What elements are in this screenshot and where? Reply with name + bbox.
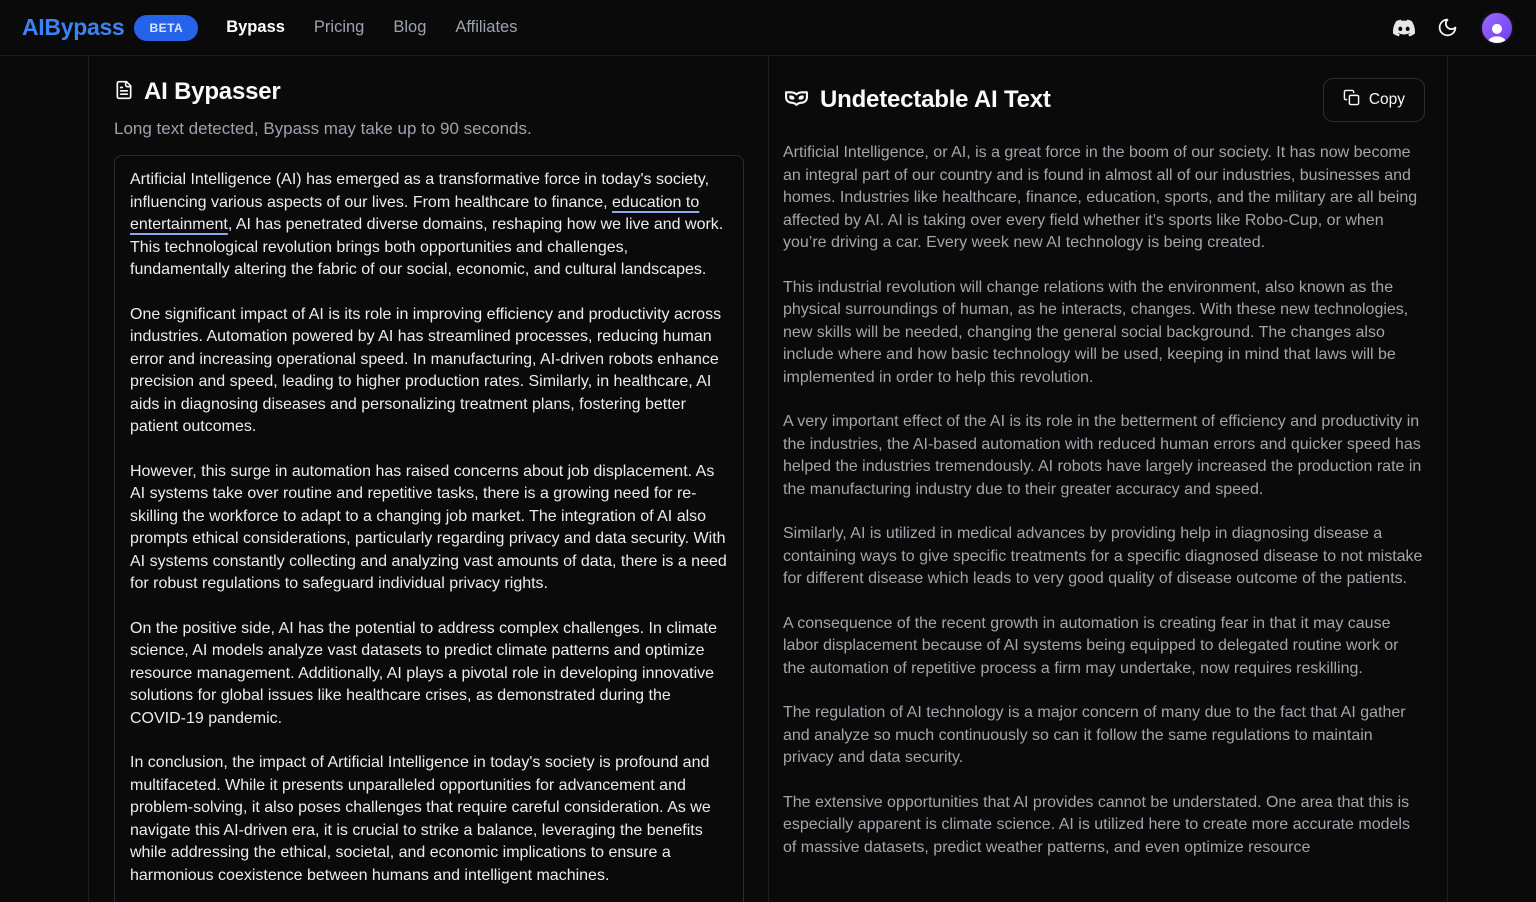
copy-icon bbox=[1343, 89, 1360, 111]
beta-badge: BETA bbox=[134, 15, 198, 41]
file-text-icon bbox=[114, 79, 134, 106]
editor-paragraph: However, this surge in automation has raised concerns about job displacement. As AI systems take over routine and repetitive tasks, there is a growing need for re-skilling the workforce to adapt to a changing job market. The integration of AI also prompts ethical considerations, particularly regarding privacy and data security. With AI systems constantly collecting and analyzing vast amounts of data, there is a need for robust regulations to safeguard individual privacy rights. bbox=[130, 462, 727, 592]
output-paragraph: A consequence of the recent growth in automation is creating fear in that it may cause labor displacement because of AI systems being equipped to delegated routine work or the automation of repetitive process a firm may undertake, now requires reskilling. bbox=[783, 614, 1399, 677]
nav-link-pricing[interactable]: Pricing bbox=[313, 18, 365, 36]
editor-paragraph: One significant impact of AI is its role in improving efficiency and productivity across industries. Automation powered by AI has streamlined processes, reducing human error and increasing operational speed. In manufacturing, AI-driven robots enhance precision and speed, leading to higher production rates. Similarly, in healthcare, AI aids in diagnosing diseases and personalizing treatment plans, fostering better patient outcomes. bbox=[130, 305, 722, 435]
copy-button[interactable] bbox=[1323, 78, 1425, 122]
editor-paragraph: Artificial Intelligence (AI) has emerged as a transformative force in today's society, influencing various aspects of our lives. From healthcare to finance, education to entertainment, AI has penetrated diverse domains, reshaping how we live and work. This technological revolution brings both opportunities and challenges, fundamentally altering the fabric of our social, economic, and cultural landscapes. bbox=[130, 171, 724, 278]
editor-paragraph: In conclusion, the impact of Artificial Intelligence in today's society is profound and multifaceted. While it presents unparalleled opportunities for advancement and problem-solving, it also poses challenges that require careful consideration. As we navigate this AI-driven era, it is crucial to strike a balance, leveraging the benefits while addressing the ethical, societal, and economic implications to ensure a harmonious coexistence between humans and intelligent machines. bbox=[130, 754, 711, 884]
undetectable-text-output bbox=[783, 142, 1425, 859]
main-nav bbox=[226, 18, 517, 37]
user-avatar[interactable] bbox=[1480, 11, 1514, 45]
output-paragraph: Similarly, AI is utilized in medical advances by providing help in diagnosing disease a containing ways to give specific treatments for a specific diagnosed disease to not mistake for different disease which leads to very good quality of disease outcome of the patients. bbox=[783, 525, 1423, 587]
nav-link-bypass[interactable]: Bypass bbox=[226, 18, 285, 36]
navbar-right bbox=[1393, 11, 1514, 45]
editor-paragraph: On the positive side, AI has the potential to address complex challenges. In climate science, AI models analyze vast datasets to predict climate patterns and optimize resource management. Additionally, AI plays a pivotal role in developing innovative solutions for global issues like healthcare crises, as demonstrated during the COVID-19 pandemic. bbox=[130, 619, 717, 727]
main-content bbox=[88, 56, 1448, 902]
underlined-phrase: education to entertainment bbox=[130, 193, 700, 233]
bypasser-panel bbox=[89, 56, 768, 902]
output-paragraph: The regulation of AI technology is a major concern of many due to the fact that AI gather and analyze so much continuously so can it follow the same regulations to maintain privacy and data security. bbox=[783, 704, 1406, 766]
nav-link-blog[interactable]: Blog bbox=[393, 18, 427, 36]
output-paragraph: The extensive opportunities that AI provides cannot be understated. One area that this is especially apparent is climate science. AI is utilized here to create more accurate models of massive datasets, predict weather patterns, and even optimize resource bbox=[783, 793, 1410, 856]
discord-icon[interactable] bbox=[1393, 17, 1415, 39]
moon-icon[interactable] bbox=[1437, 17, 1458, 38]
bypass-input-editor[interactable] bbox=[114, 155, 744, 902]
nav-link-affiliates[interactable]: Affiliates bbox=[455, 18, 518, 36]
left-panel-title: AI Bypasser bbox=[144, 78, 281, 105]
output-paragraph: This industrial revolution will change relations with the environment, also known as the physical surroundings of human, as he interacts, changes. With these new technologies, new skills will be needed, changing the general social background. The changes also include where and how basic technology will be used, keeping in mind that laws will be implemented in order to help this revolution. bbox=[783, 278, 1409, 386]
copy-button-label: Copy bbox=[1368, 91, 1405, 108]
venetian-mask-icon bbox=[783, 85, 810, 115]
output-paragraph: A very important effect of the AI is its role in the betterment of efficiency and productivity in the industries, the AI-based automation with reduced human errors and quicker speed has helped the industries tremendously. AI robots have largely increased the production rate in the manufacturing industry due to their greater accuracy and speed. bbox=[783, 413, 1422, 498]
top-navbar bbox=[0, 0, 1536, 56]
output-paragraph: Artificial Intelligence, or AI, is a great force in the boom of our society. It has now become an integral part of our country and is found in almost all of our industries, businesses and homes. Industries like healthcare, finance, education, sports, and the military are all being affected by AI. AI is taking over every field whether it’s sports like Robo-Cup, or when you’re driving a car. Every week new AI technology is being created. bbox=[783, 144, 1418, 251]
brand-logo[interactable]: AIBypass bbox=[22, 14, 125, 40]
long-text-notice: Long text detected, Bypass may take up to 90 seconds. bbox=[114, 119, 532, 138]
right-panel-title: Undetectable AI Text bbox=[820, 86, 1051, 113]
output-panel bbox=[768, 56, 1447, 902]
